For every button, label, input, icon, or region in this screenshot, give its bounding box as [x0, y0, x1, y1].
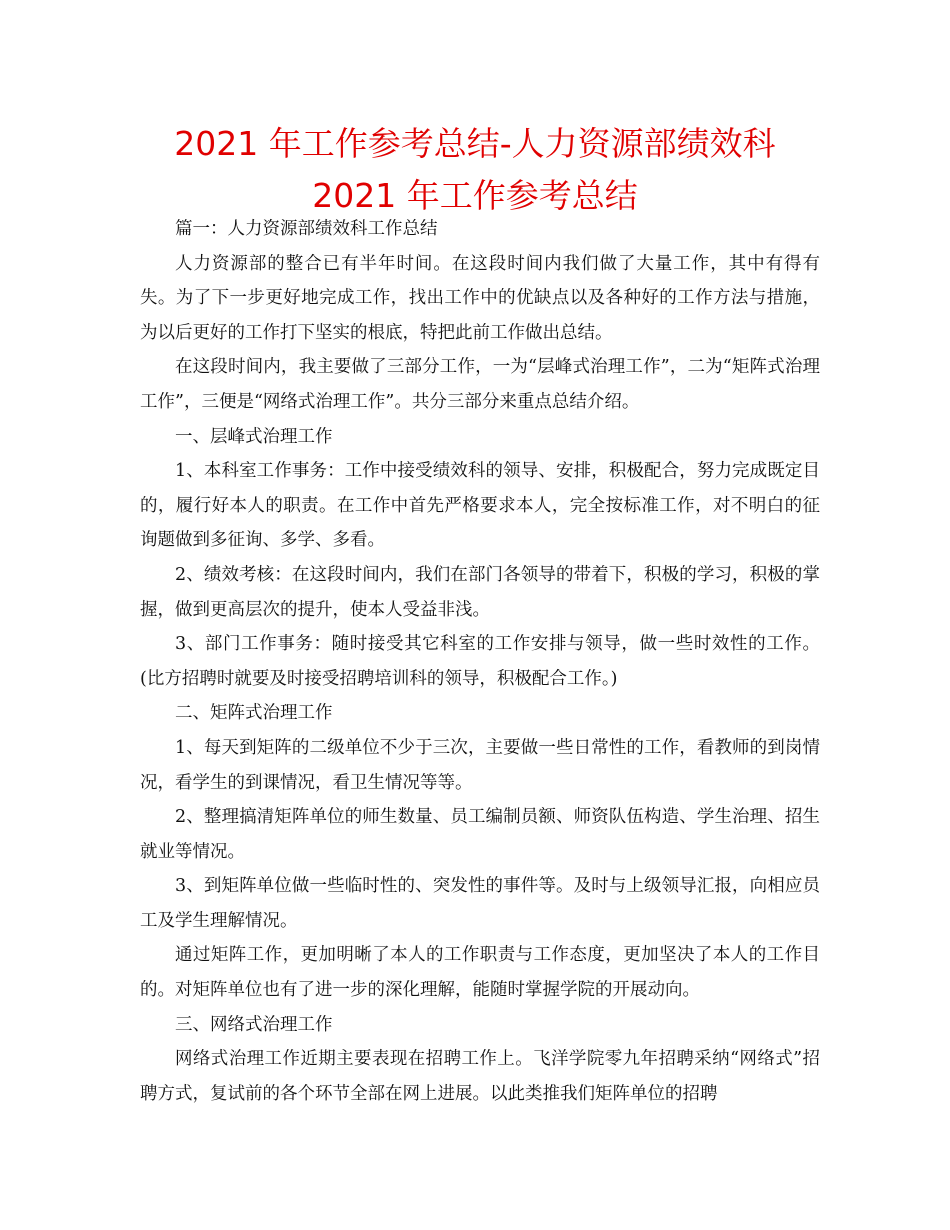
paragraph-1-2: 2、绩效考核：在这段时间内，我们在部门各领导的带着下，积极的学习，积极的掌握，做到更高层次的提升，使本人受益非浅。: [140, 564, 820, 620]
section-heading-3: 三、网络式治理工作: [175, 1014, 333, 1035]
paragraph-1-1: 1、本科室工作事务：工作中接受绩效科的领导、安排，积极配合，努力完成既定目的，履行好本人的职责。在工作中首先严格要求本人，完全按标准工作，对不明白的征询题做到多征询、多学、多看。: [140, 461, 820, 551]
paragraph-2-1: 1、每天到矩阵的二级单位不少于三次，主要做一些日常性的工作，看教师的到岗情况，看学生的到课情况，看卫生情况等等。: [140, 737, 820, 793]
paragraph-overview: 在这段时间内，我主要做了三部分工作，一为“层峰式治理工作”，二为“矩阵式治理工作”，三便是“网络式治理工作”。共分三部分来重点总结介绍。: [140, 357, 820, 412]
document-title: 2021 年工作参考总结-人力资源部绩效科 2021 年工作参考总结: [174, 124, 776, 215]
document-body: [140, 212, 820, 1111]
paragraph-intro: 人力资源部的整合已有半年时间。在这段时间内我们做了大量工作，其中有得有失。为了下一步更好地完成工作，找出工作中的优缺点以及各种好的工作方法与措施，为以后更好的工作打下坚实的根底，特把此前工作做出总结。: [140, 253, 820, 343]
paragraph-3-1: 网络式治理工作近期主要表现在招聘工作上。飞洋学院零九年招聘采纳“网络式”招聘方式，复试前的各个环节全部在网上进展。以此类推我们矩阵单位的招聘: [140, 1049, 820, 1104]
paragraph-2-3: 3、到矩阵单位做一些临时性的、突发性的事件等。及时与上级领导汇报，向相应员工及学生理解情况。: [140, 876, 820, 931]
paragraph-heading-part-one: 篇一：人力资源部绩效科工作总结: [175, 219, 438, 239]
section-heading-1: 一、层峰式治理工作: [175, 426, 333, 447]
paragraph-2-summary: 通过矩阵工作，更加明晰了本人的工作职责与工作态度，更加坚决了本人的工作目的。对矩阵单位也有了进一步的深化理解，能随时掌握学院的开展动向。: [140, 945, 820, 1001]
section-heading-2: 二、矩阵式治理工作: [175, 703, 333, 724]
paragraph-1-3: 3、部门工作事务：随时接受其它科室的工作安排与领导，做一些时效性的工作。(比方招聘时就要及时接受招聘培训科的领导，积极配合工作。): [140, 634, 820, 689]
paragraph-2-2: 2、整理搞清矩阵单位的师生数量、员工编制员额、师资队伍构造、学生治理、招生就业等情况。: [140, 807, 820, 862]
